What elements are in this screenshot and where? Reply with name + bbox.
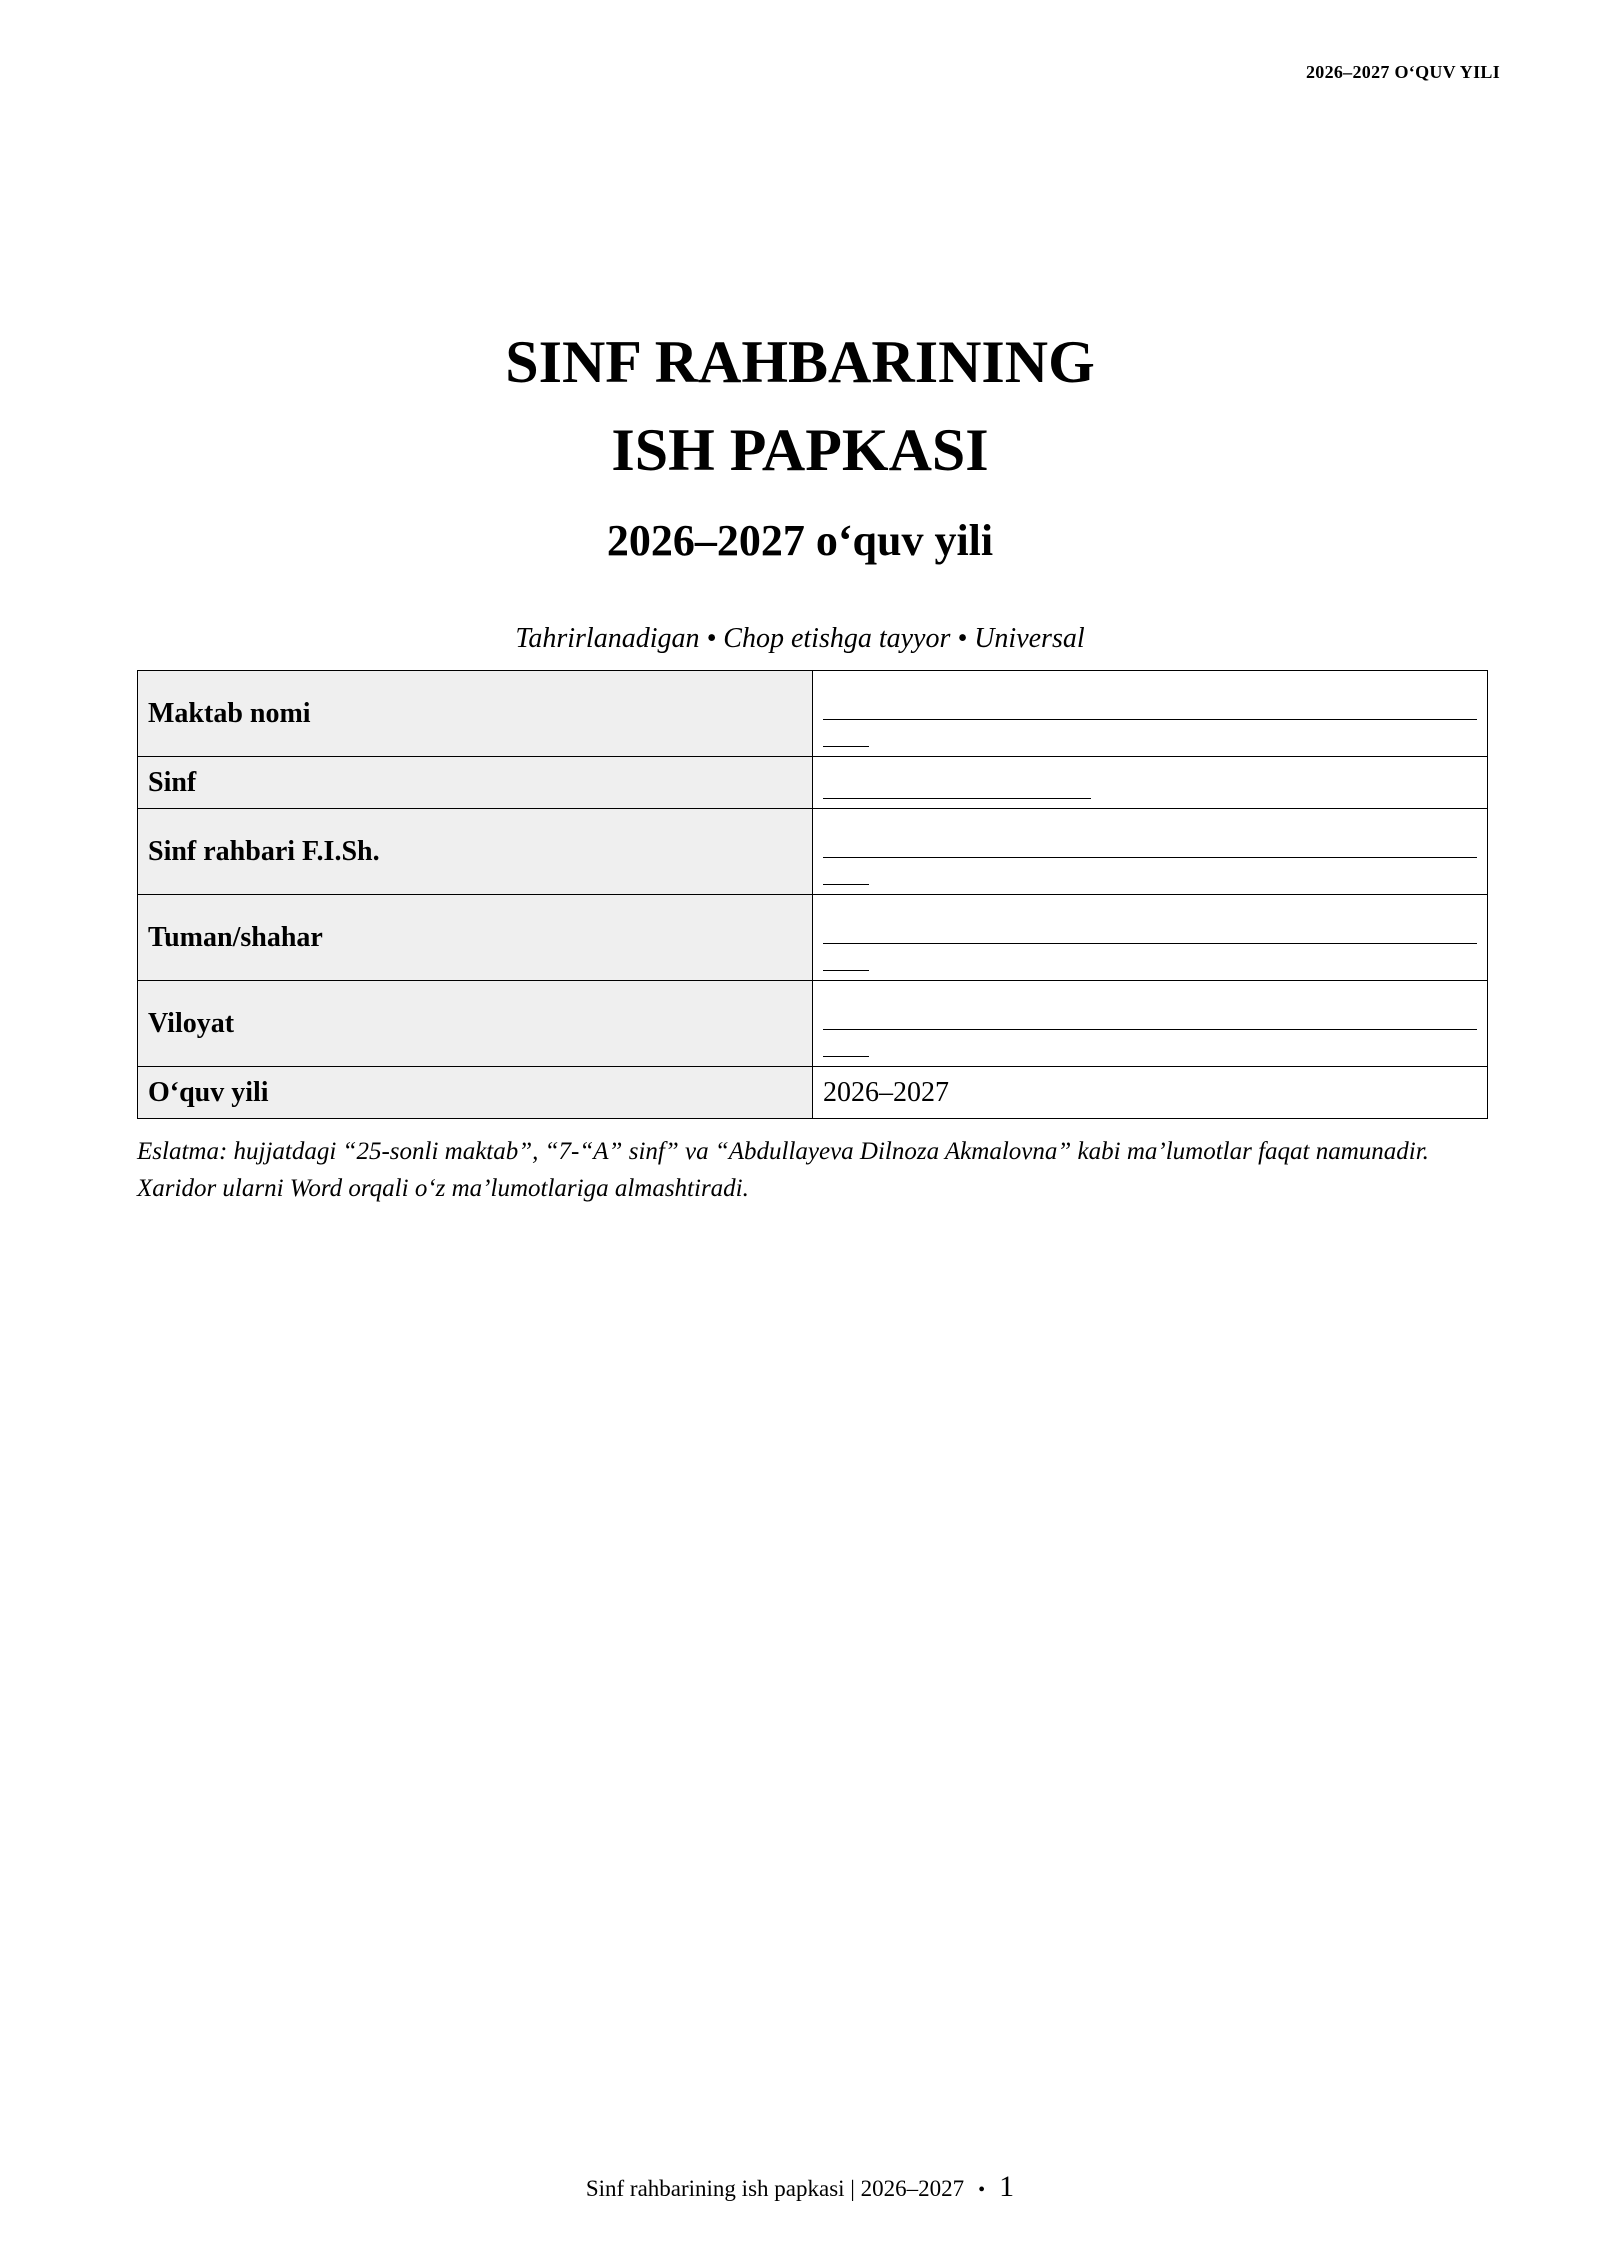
teacher-name-label: Sinf rahbari F.I.Sh. — [138, 809, 813, 895]
page-footer — [0, 2170, 1600, 2204]
footer-bullet: • — [978, 2179, 986, 2201]
document-tagline: Tahrirlanadigan • Chop etishga tayyor • Universal — [515, 623, 1085, 654]
running-header: 2026–2027 O‘QUV YILI — [1305, 62, 1500, 82]
class-label: Sinf — [138, 757, 813, 809]
info-table — [137, 670, 1488, 1119]
document-subtitle: 2026–2027 o‘quv yili — [606, 516, 994, 565]
school-name-label: Maktab nomi — [138, 671, 813, 757]
page-number: 1 — [999, 2170, 1015, 2203]
teacher-name-field[interactable] — [813, 809, 1488, 895]
title-line-1: SINF RAHBARINING — [505, 329, 1095, 395]
region-label: Viloyat — [138, 981, 813, 1067]
table-row-district — [138, 895, 1488, 981]
blank-line-tail — [823, 944, 869, 971]
blank-line — [823, 991, 1477, 1030]
table-row-class — [138, 757, 1488, 809]
table-row-teacher-name — [138, 809, 1488, 895]
footer-text: Sinf rahbarining ish papkasi | 2026–2027 — [585, 2176, 965, 2201]
blank-line-tail — [823, 720, 869, 747]
note-text: Eslatma: hujjatdagi “25-sonli maktab”, “7-“A” sinf” va “Abdullayeva Dilnoza Akmalovna” kabi ma’lumotlar faqat namunadir. Xaridor ularni Word orqali o‘z ma’lumotlariga almashtiradi. — [137, 1138, 1429, 1202]
school-year-value[interactable]: 2026–2027 — [813, 1067, 1488, 1119]
class-field[interactable] — [813, 757, 1488, 809]
blank-line — [823, 681, 1477, 720]
blank-line — [823, 766, 1091, 799]
region-field[interactable] — [813, 981, 1488, 1067]
blank-line — [823, 905, 1477, 944]
table-row-school-name — [138, 671, 1488, 757]
blank-line — [823, 819, 1477, 858]
blank-line-tail — [823, 1030, 869, 1057]
blank-line-tail — [823, 858, 869, 885]
school-year-label: O‘quv yili — [138, 1067, 813, 1119]
table-row-school-year — [138, 1067, 1488, 1119]
document-title — [0, 318, 1600, 494]
school-name-field[interactable] — [813, 671, 1488, 757]
table-row-region — [138, 981, 1488, 1067]
title-line-2: ISH PAPKASI — [611, 417, 989, 483]
district-label: Tuman/shahar — [138, 895, 813, 981]
district-field[interactable] — [813, 895, 1488, 981]
